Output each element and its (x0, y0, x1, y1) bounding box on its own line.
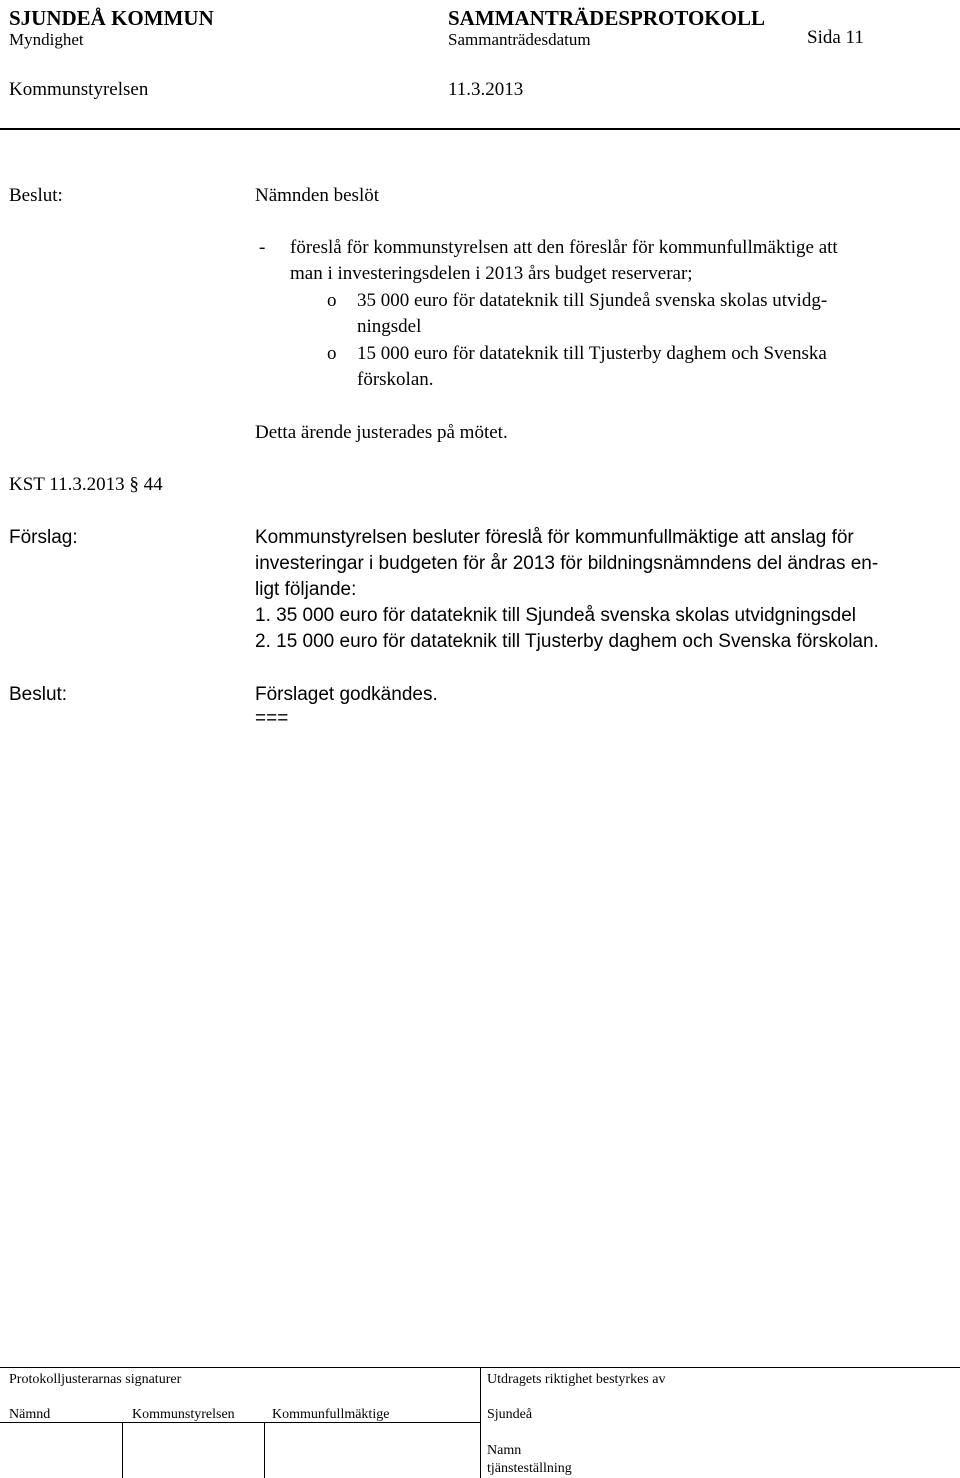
authority-label: Myndighet (9, 30, 84, 49)
bullet-text-line: 15 000 euro för datateknik till Tjusterby daghem och Svenska (357, 343, 827, 364)
decision-label: Beslut: (9, 684, 68, 705)
footer-col-council: Kommunfullmäktige (272, 1407, 390, 1422)
bullet-text-line: förskolan. (357, 369, 434, 390)
decision-text-line: man i investeringsdelen i 2013 års budget reserverar; (290, 263, 693, 284)
signature-row-rule (0, 1422, 480, 1423)
case-reference: KST 11.3.2013 § 44 (9, 474, 163, 495)
end-marker: === (255, 708, 289, 729)
proposal-item: 2. 15 000 euro för datateknik till Tjusterby daghem och Svenska förskolan. (255, 631, 879, 652)
bullet-text-line: 35 000 euro för datateknik till Sjundeå svenska skolas utvidg- (357, 290, 828, 311)
proposal-text-line: Kommunstyrelsen besluter föreslå för kommunfullmäktige att anslag för (255, 527, 854, 548)
decision-intro: Nämnden beslöt (255, 185, 380, 206)
organization-name: SJUNDEÅ KOMMUN (9, 6, 214, 30)
signatures-label: Protokolljusterarnas signaturer (9, 1372, 182, 1387)
name-label: Namn (487, 1443, 522, 1458)
bullet-marker: o (327, 290, 337, 311)
footer-col-board: Nämnd (9, 1407, 51, 1422)
authority-name: Kommunstyrelsen (9, 79, 149, 100)
certify-label: Utdragets riktighet bestyrkes av (487, 1372, 666, 1387)
document-type: SAMMANTRÄDESPROTOKOLL (448, 6, 765, 30)
decision-text-line: föreslå för kommunstyrelsen att den föreslår för kommunfullmäktige att (290, 237, 838, 258)
footer-divider (480, 1367, 481, 1478)
header-rule (0, 128, 960, 130)
adjusted-note: Detta ärende justerades på mötet. (255, 422, 508, 443)
bullet-marker: o (327, 343, 337, 364)
bullet-text-line: ningsdel (357, 316, 422, 337)
footer-col-executive: Kommunstyrelsen (132, 1407, 235, 1422)
proposal-item: 1. 35 000 euro för datateknik till Sjundeå svenska skolas utvidgningsdel (255, 605, 856, 626)
signature-cell-divider (264, 1422, 265, 1478)
proposal-text-line: ligt följande: (255, 579, 357, 600)
meeting-date-label: Sammanträdesdatum (448, 30, 591, 49)
proposal-text-line: investeringar i budgeten för år 2013 för bildningsnämndens del ändras en- (255, 553, 879, 574)
decision-text: Förslaget godkändes. (255, 684, 438, 705)
decision-label: Beslut: (9, 185, 63, 206)
footer-municipality: Sjundeå (487, 1407, 533, 1422)
dash-marker: - (259, 237, 266, 258)
position-label: tjänsteställning (487, 1461, 572, 1476)
proposal-label: Förslag: (9, 527, 78, 548)
page-number: Sida 11 (807, 27, 864, 48)
signature-cell-divider (122, 1422, 123, 1478)
meeting-date: 11.3.2013 (448, 79, 524, 100)
